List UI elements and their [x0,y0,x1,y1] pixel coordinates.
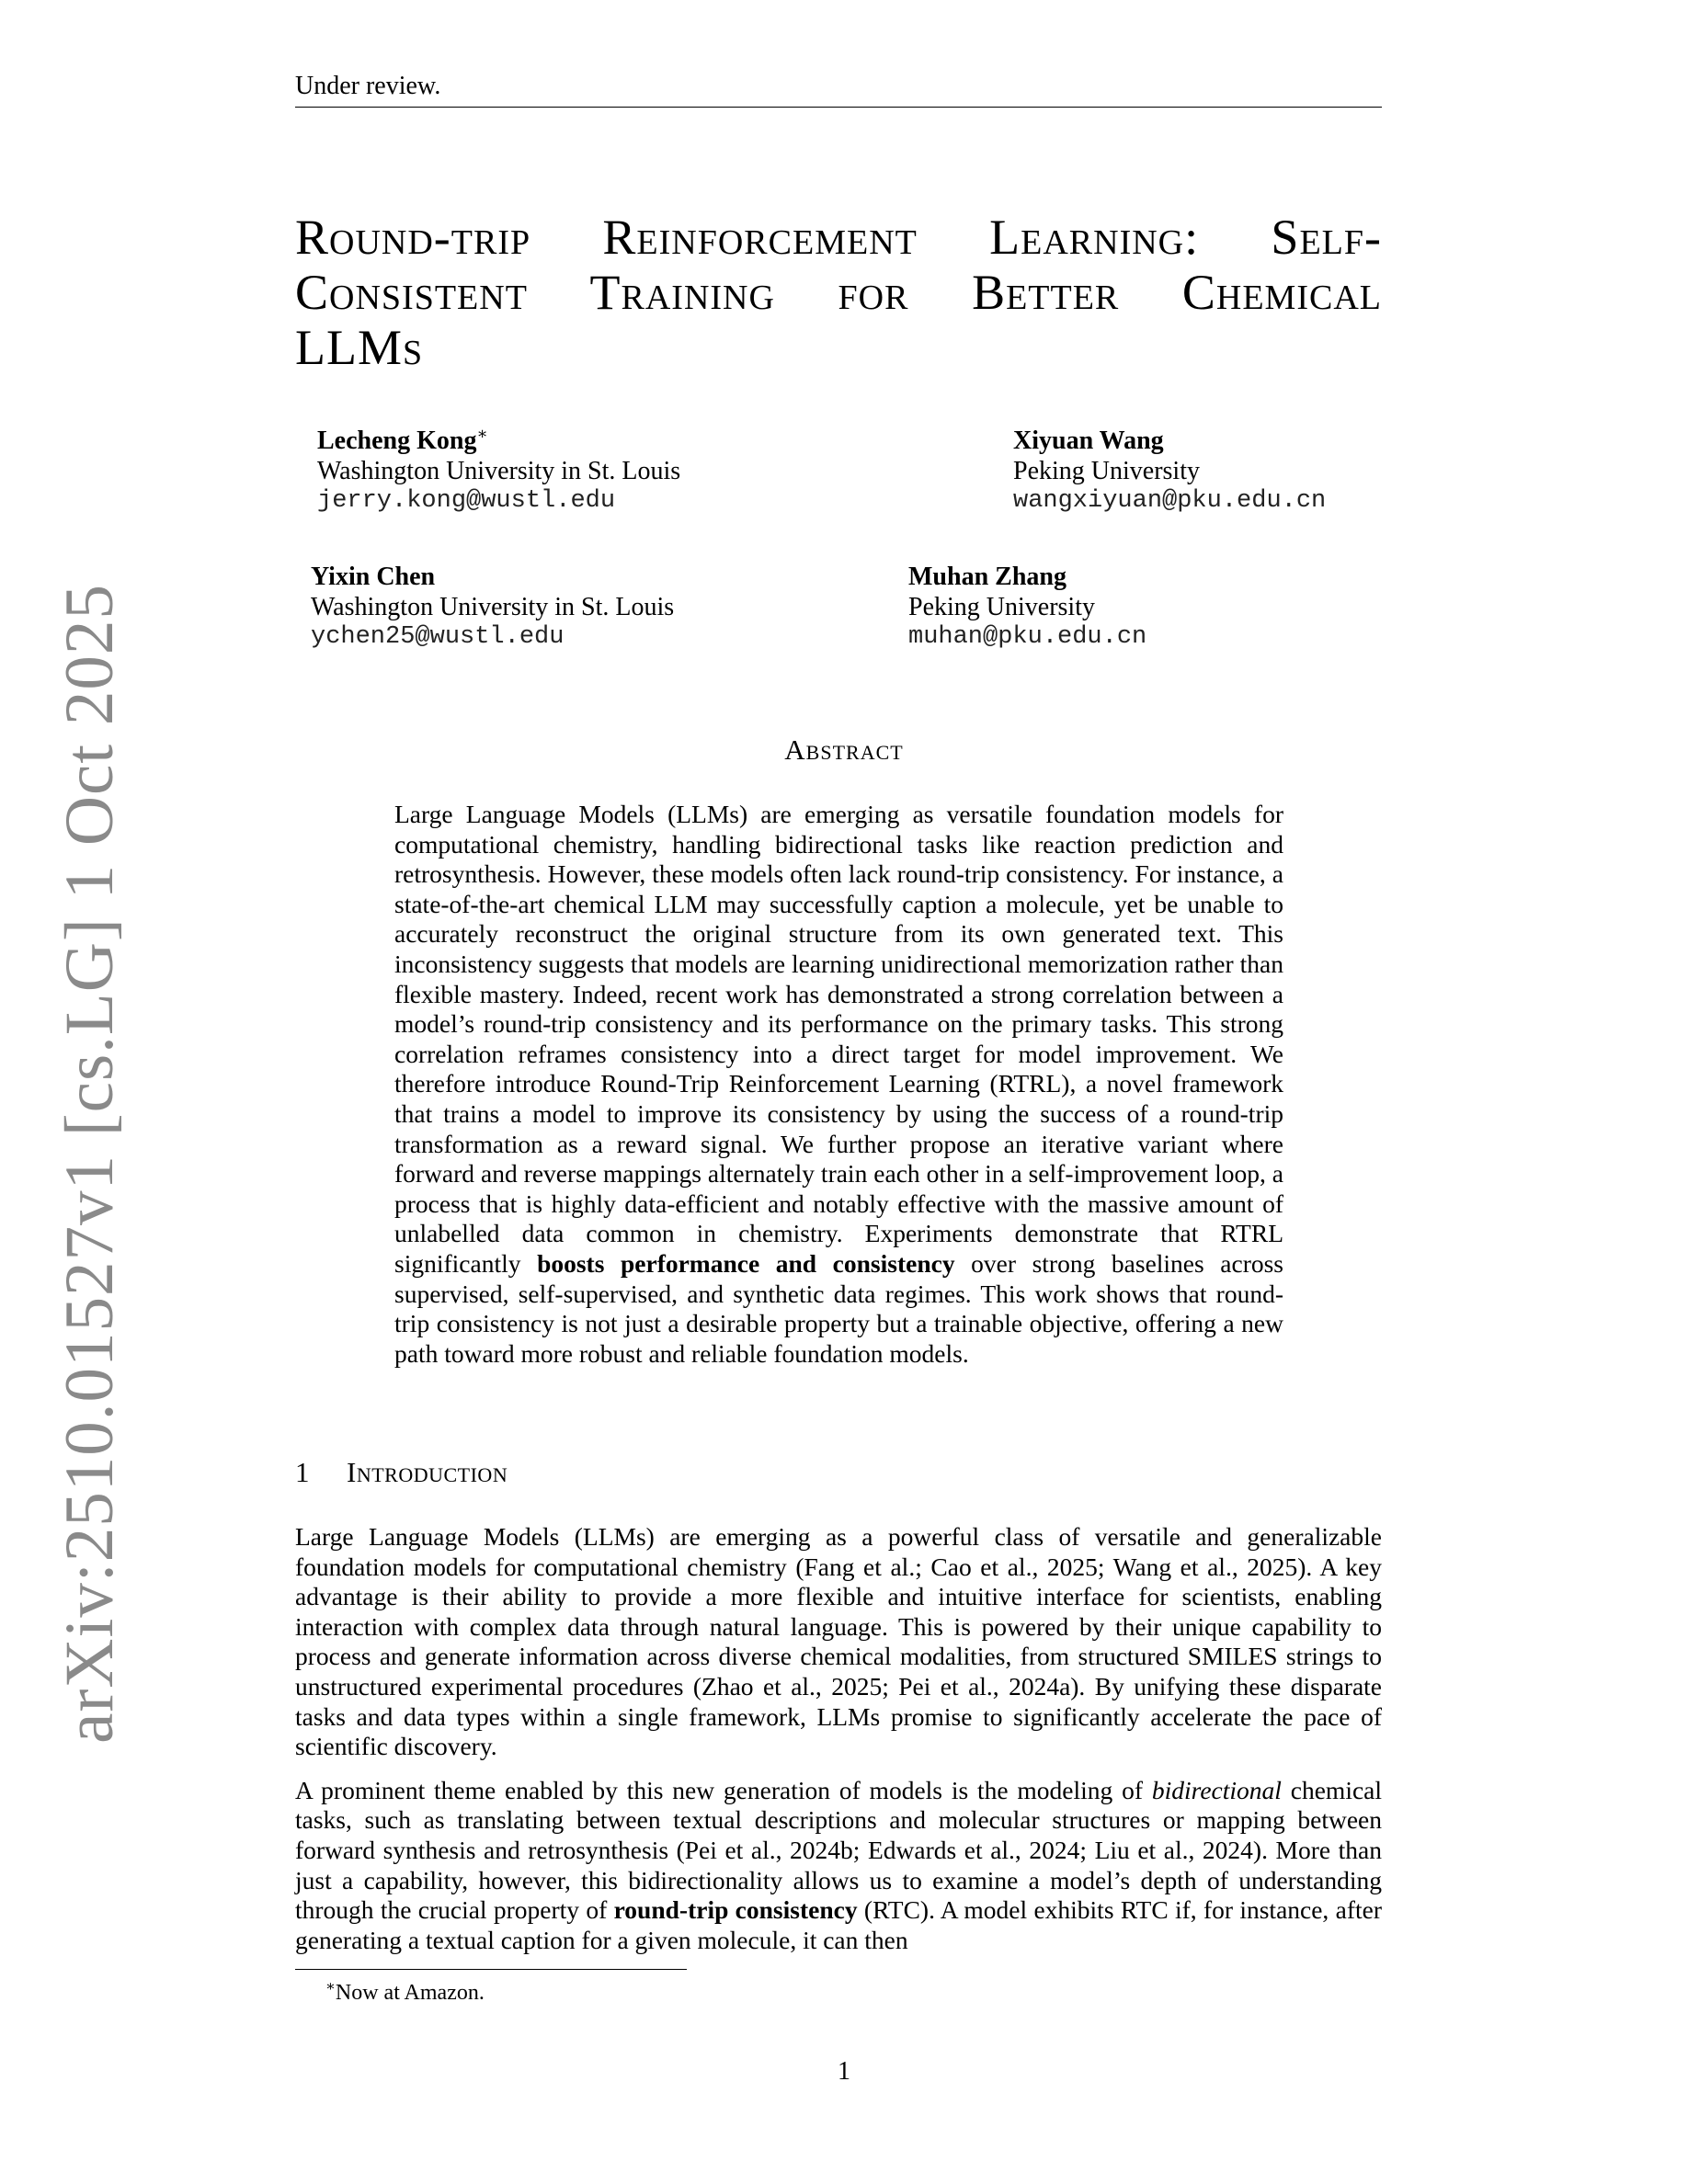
header-rule [295,107,1382,108]
footnote [325,1980,485,2006]
bold-term: round-trip consistency [613,1895,858,1925]
abstract-text-part1: Large Language Models (LLMs) are emerging as versatile foundation models for computational chemistry, handling bidirectional tasks like reaction prediction and retrosynthesis. However, these models often lack round-trip consistency. For instance, a state-of-the-art chemical LLM may successfully caption a molecule, yet be unable to accurately reconstruct the original structure from its own generated text. This inconsistency suggests that models are learning unidirectional memorization rather than flexible mastery. Indeed, recent work has demonstrated a strong correlation between a model’s round-trip consistency and its performance on the primary tasks. This strong correlation reframes consistency into a direct target for model improvement. We therefore introduce Round-Trip Reinforcement Learning (RTRL), a novel framework that trains a model to improve its consistency by using the success of a round-trip transformation as a reward signal. We further propose an iterative variant where forward and reverse mappings alternately train each other in a self-improvement loop, a process that is highly data-efficient and notably effective with the massive amount of unlabelled data common in chemistry. Experiments demonstrate that RTRL significantly [394,800,1283,1278]
footnote-rule [295,1969,687,1970]
author-email[interactable]: ychen25@wustl.edu [311,623,565,651]
author-affiliation: Peking University [1013,457,1200,485]
intro-paragraph-1: Large Language Models (LLMs) are emerging as a powerful class of versatile and generalizable foundation models for computational chemistry (Fang et al.; Cao et al., 2025; Wang et al., 2025). A key advantage is their ability to provide a more flexible and intuitive interface for scientists, enabling interaction with complex data through natural language. This is powered by their unique capability to process and generate information across diverse chemical modalities, from structured SMILES strings to unstructured experimental procedures (Zhao et al., 2025; Pei et al., 2024a). By unifying these disparate tasks and data types within a single framework, LLMs promise to significantly accelerate the pace of scientific discovery. [295,1522,1382,1761]
page-number: 1 [838,2057,850,2086]
abstract-text [394,800,1283,1369]
title-line-2: Consistent Training for Better Chemical [295,265,1382,320]
author-block-zhang [908,562,1146,653]
italic-term: bidirectional [1151,1775,1282,1804]
abstract-heading: Abstract [784,734,904,766]
author-block-kong [317,426,680,517]
author-affiliation: Peking University [908,593,1095,621]
author-email[interactable]: wangxiyuan@pku.edu.cn [1013,487,1327,515]
title-line-1: Round-trip Reinforcement Learning: Self- [295,210,1382,265]
author-block-wang [1013,426,1326,517]
arxiv-identifier-stamp: arXiv:2510.01527v1 [cs.LG] 1 Oct 2025 [51,584,128,1744]
section-number: 1 [295,1456,310,1488]
intro-paragraph-2: A prominent theme enabled by this new generation of models is the modeling of bidirectional chemical tasks, such as translating between textual descriptions and molecular structures or mapping between forward synthesis and retrosynthesis (Pei et al., 2024b; Edwards et al., 2024; Liu et al., 2024). More than just a capability, however, this bidirectionality allows us to examine a model’s depth of understanding through the crucial property of round-trip consistency (RTC). A model exhibits RTC if, for instance, after generating a textual caption for a given molecule, it can then [295,1775,1383,1954]
footnote-text: Now at Amazon. [335,1981,485,2005]
section-heading-introduction [295,1456,508,1489]
paper-title [295,210,1382,375]
introduction-body [295,1522,1382,1969]
author-name: Yixin Chen [311,563,436,591]
abstract-text-part2: over strong baselines across supervised, self-supervised, and synthetic data regimes. This work shows that round-trip consistency is not just a desirable property but a trainable objective, offering a new path toward more robust and reliable foundation models. [394,1248,1284,1368]
author-affiliation: Washington University in St. Louis [311,593,675,621]
author-email[interactable]: muhan@pku.edu.cn [908,623,1147,651]
author-name: Xiyuan Wang [1013,427,1164,455]
author-block-chen [311,562,674,653]
title-line-3: LLMs [295,320,424,375]
author-footnote-mark: ∗ [476,424,488,443]
author-email[interactable]: jerry.kong@wustl.edu [317,487,616,515]
abstract-bold-phrase: boosts performance and consistency [537,1248,955,1278]
author-name: Lecheng Kong∗ [317,424,488,455]
author-name: Muhan Zhang [908,563,1066,591]
footnote-mark: ∗ [325,1979,336,1995]
author-affiliation: Washington University in St. Louis [317,457,681,485]
section-title: Introduction [347,1456,508,1488]
running-header: Under review. [295,72,441,100]
